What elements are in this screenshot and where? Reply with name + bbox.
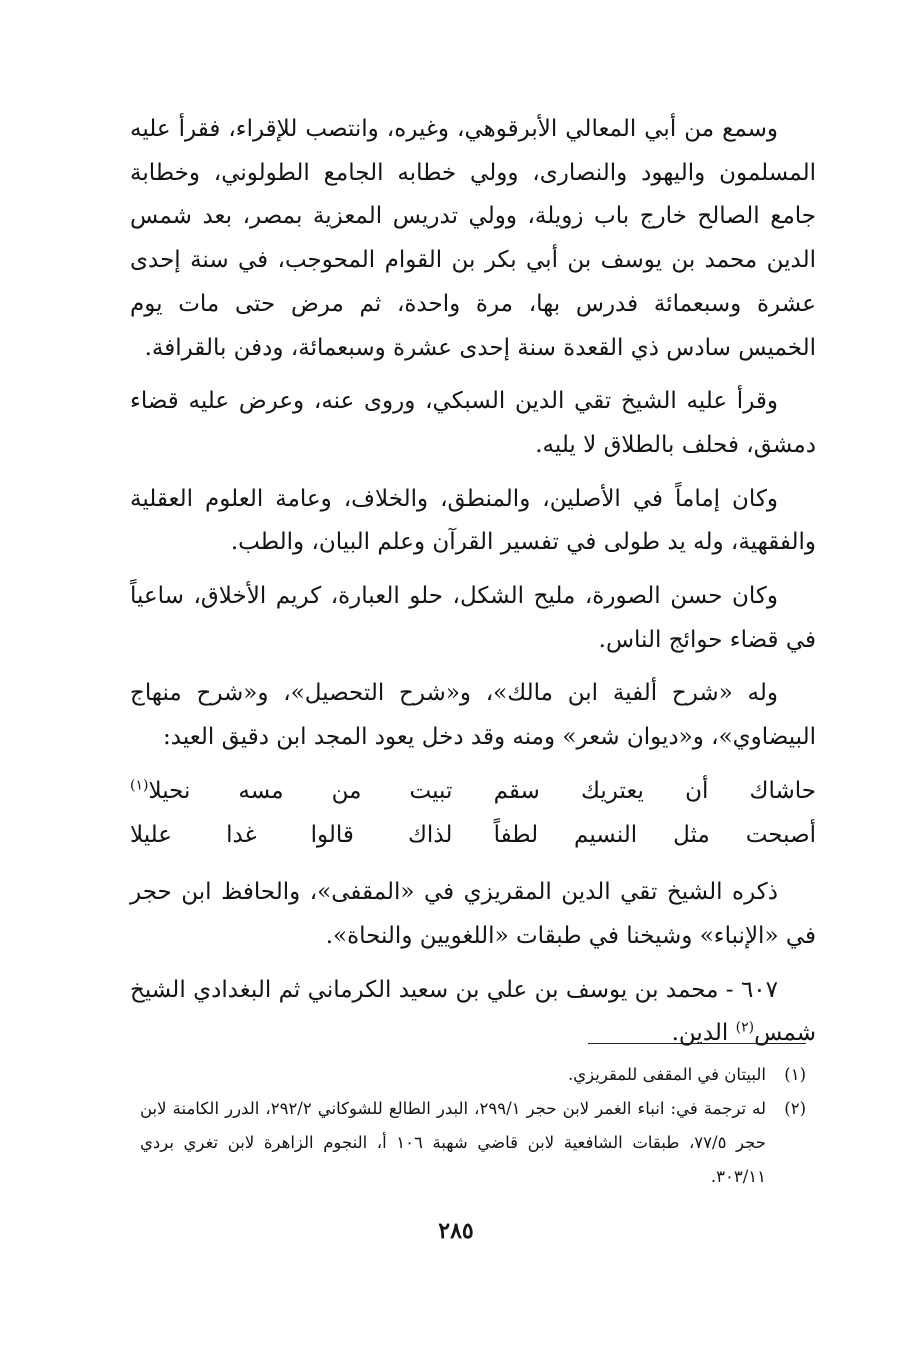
poem-verses — [130, 770, 816, 857]
paragraph-sources: ذكره الشيخ تقي الدين المقريزي في «المقفى»، والحافظ ابن حجر في «الإنباء» وشيخنا في طبقات «اللغويين والنحاة». — [130, 879, 816, 949]
footnote-2 — [140, 1092, 806, 1194]
paragraph-students: وقرأ عليه الشيخ تقي الدين السبكي، وروى عنه، وعرض عليه قضاء دمشق، فحلف بالطلاق لا يليه. — [130, 388, 816, 458]
footnote-ref-2: (٢) — [735, 1019, 755, 1036]
footnotes — [140, 1058, 806, 1194]
footnote-2-text: له ترجمة في: انباء الغمر لابن حجر ٢٩٩/١، البدر الطالع للشوكاني ٢٩٢/٢، الدرر الكامنة لابن حجر ٧٧/٥، طبقات الشافعية لابن قاضي شهبة ١٠٦ أ، النجوم الزاهرة لابن تغري بردي ٣٠٣/١١. — [140, 1099, 767, 1186]
entry-607-end: الدين. — [671, 1020, 736, 1047]
footnote-1-text: البيتان في المقفى للمقريزي. — [568, 1065, 766, 1084]
footnote-2-number: (٢) — [784, 1099, 806, 1118]
paragraph-knowledge: وكان إماماً في الأصلين، والمنطق، والخلاف، وعامة العلوم العقلية والفقهية، وله يد طولى في تفسير القرآن وعلم البيان، والطب. — [130, 485, 816, 556]
verse-1-first-hemistich: حاشاك أن يعتريك سقم — [493, 777, 816, 804]
paragraph-character: وكان حسن الصورة، مليح الشكل، حلو العبارة، كريم الأخلاق، ساعياً في قضاء حوائج الناس. — [130, 583, 816, 653]
paragraph-works: وله «شرح ألفية ابن مالك»، و«شرح التحصيل»، و«شرح منهاج البيضاوي»، و«ديوان شعر» ومنه وقد دخل يعود المجد ابن دقيق العيد: — [130, 680, 816, 751]
page-number: ٢٨٥ — [438, 1218, 474, 1244]
verse-1-second-hemistich — [130, 770, 452, 814]
verse-2-first-hemistich: أصبحت مثل النسيم لطفاً — [493, 821, 816, 848]
verse-line-1 — [130, 770, 816, 814]
main-text — [130, 108, 816, 1066]
verse-2-second-hemistich: لذاك قالوا غدا عليلا — [130, 821, 453, 848]
footnote-1-number: (١) — [784, 1065, 806, 1084]
footnote-divider — [588, 1043, 806, 1044]
footnote-1 — [140, 1058, 806, 1092]
paragraph-biography: وسمع من أبي المعالي الأبرقوهي، وغيره، وانتصب للإقراء، فقرأ عليه المسلمون واليهود والنصارى، وولي خطابه الجامع الطولوني، وخطابة جامع الصالح خارج باب زويلة، وولي تدريس المعزية بمصر، بعد شمس الدين محمد بن يوسف بن أبي بكر بن القوام المحوجب، في سنة إحدى عشرة وسبعمائة فدرس بها، مرة واحدة، ثم مرض حتى مات يوم الخميس سادس ذي القعدة سنة إحدى عشرة وسبعمائة، ودفن بالقرافة. — [130, 116, 816, 361]
entry-607-text: ٦٠٧ - محمد بن يوسف بن علي بن سعيد الكرماني ثم البغدادي الشيخ شمس — [130, 976, 816, 1047]
verse-line-2 — [130, 814, 816, 858]
verse-1-second-text: تبيت من مسه نحيلا — [148, 777, 453, 804]
footnote-ref-1: (١) — [130, 777, 149, 794]
